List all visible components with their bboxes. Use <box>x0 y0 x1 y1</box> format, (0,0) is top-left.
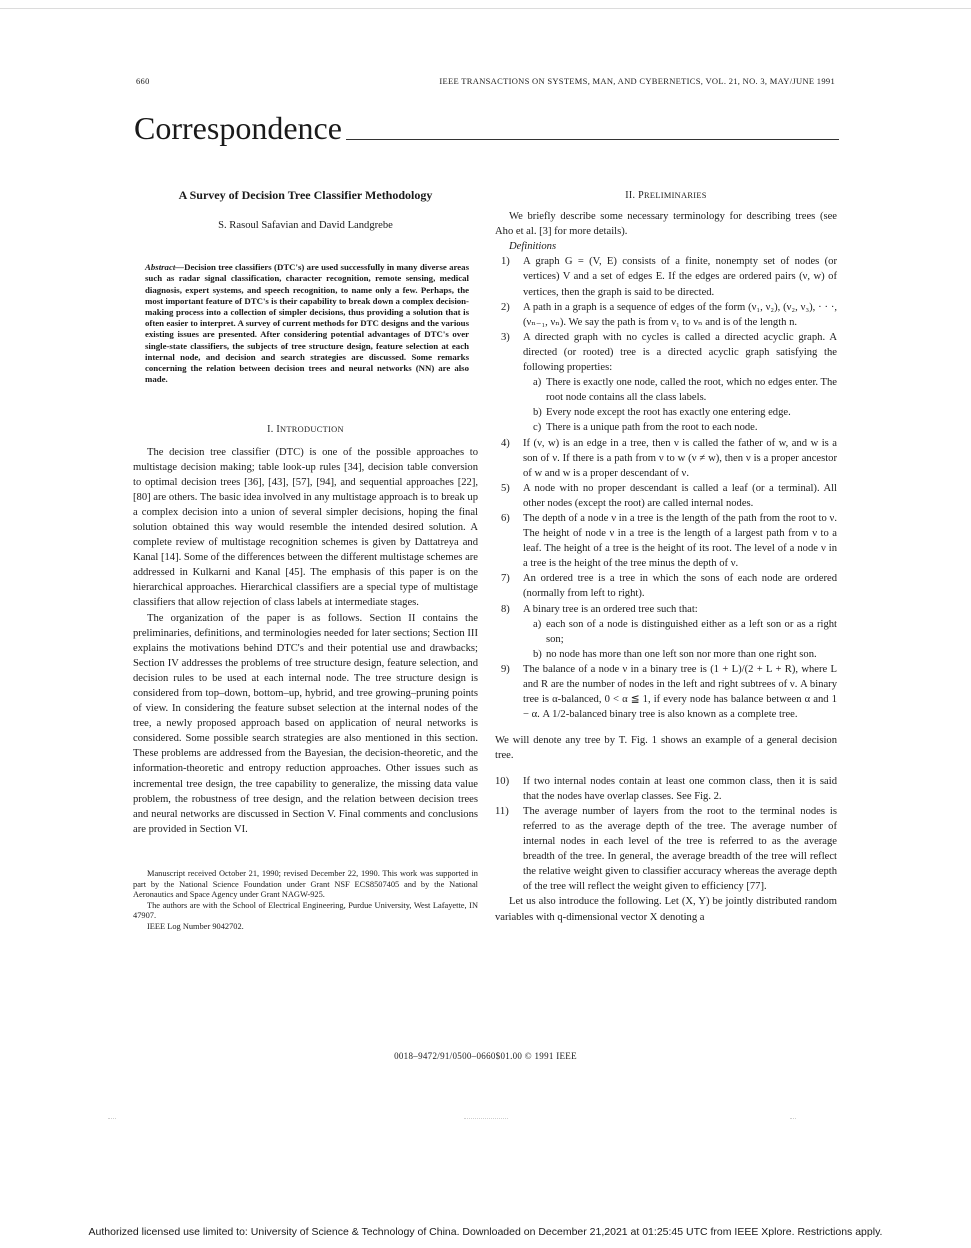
prelim-heading-rest: RELIMINARIES <box>644 191 707 200</box>
bleed-mark <box>108 1118 116 1119</box>
sub-definition-item <box>523 420 837 435</box>
definition-text: A node with no proper descendant is called a leaf (or a terminal). All other nodes (except the root) are called internal nodes. <box>523 482 837 509</box>
sub-definition-text: each son of a node is distinguished either as a left son or as a right son; <box>546 618 837 645</box>
definition-item <box>495 254 837 299</box>
intro-heading-rest: NTRODUCTION <box>280 425 344 435</box>
definition-item <box>495 774 837 804</box>
prelim-heading <box>495 188 837 203</box>
sub-definition-item <box>523 647 837 662</box>
definition-text: A binary tree is an ordered tree such that: <box>523 603 698 615</box>
footnote <box>133 869 478 933</box>
abstract <box>145 262 469 385</box>
definition-text: An ordered tree is a tree in which the sons of each node are ordered (normally from left to right). <box>523 573 837 600</box>
definition-text: A directed graph with no cycles is called a directed acyclic graph. A directed (or rooted) tree is a directed acyclic graph satisfying the following properties: <box>523 331 837 374</box>
bleed-mark <box>464 1118 508 1119</box>
definition-item <box>495 330 837 436</box>
definition-text: A graph G = (V, E) consists of a finite, nonempty set of nodes (or vertices) V and a set of edges E. If the edges are ordered pairs (ν, w) of vertices, then the graph is said to be directed. <box>523 256 837 298</box>
definition-text: A path in a graph is a sequence of edges of the form (ν₁, ν₂), (ν₂, ν₃), · · ·, (νₙ₋₁, νₙ). We say the path is from ν₁ to νₙ and is of the length n. <box>523 301 837 328</box>
sub-definition-letter: a) <box>533 618 542 630</box>
intro-heading <box>133 422 478 437</box>
definition-text: If (ν, w) is an edge in a tree, then ν is called the father of w, and w is a son of ν. If there is a path from ν to w (ν ≠ w), then ν is a proper ancestor of w and w is a proper descendant of ν. <box>523 437 837 479</box>
definition-number: 8) <box>501 603 510 615</box>
definition-item <box>495 436 837 481</box>
footnote-affiliation: The authors are with the School of Electrical Engineering, Purdue University, West Lafayette, IN 47907. <box>133 900 478 921</box>
definition-text: The balance of a node ν in a binary tree is (1 + L)/(2 + L + R), where L and R are the number of nodes in the left and right subtrees of ν. A binary tree is α-balanced, 0 < α ≦ 1, if every node has balance between α and 1 − α. A 1/2-balanced binary tree is also known as a complete tree. <box>523 663 837 721</box>
authorized-use-notice: Authorized licensed use limited to: University of Science & Technology of China. Downloaded on December 21,2021 at 01:25:45 UTC from IEEE Xplore. Restrictions apply. <box>88 1226 883 1238</box>
definition-item <box>495 804 837 895</box>
sub-definition-text: There is a unique path from the root to each node. <box>546 422 758 434</box>
journal-header: IEEE TRANSACTIONS ON SYSTEMS, MAN, AND CYBERNETICS, VOL. 21, NO. 3, MAY/JUNE 1991 <box>439 76 835 86</box>
paper-title: A Survey of Decision Tree Classifier Methodology <box>178 188 433 202</box>
intro-heading-initial: I <box>276 424 281 436</box>
definition-item <box>495 602 837 662</box>
sub-definition-text: Every node except the root has exactly one entering edge. <box>546 407 791 419</box>
definition-item <box>495 511 837 571</box>
left-column <box>133 188 478 933</box>
definition-number: 1) <box>501 256 510 268</box>
prelim-tree-notation: We will denote any tree by T. Fig. 1 shows an example of a general decision tree. <box>495 734 837 761</box>
definition-number: 7) <box>501 573 510 585</box>
section-heading <box>134 108 839 144</box>
footnote-log-number: IEEE Log Number 9042702. <box>147 921 244 931</box>
intro-paragraph-1: The decision tree classifier (DTC) is one of the possible approaches to multistage decision making; table look-up rules [34], decision table conversion to optimal decision trees [36], [43], [57], [94], and sequential approaches [22], [80] are others. The basic idea involved in any multistage approach is to break up a complex decision into a union of several simpler decisions, hoping the final solution obtained this way would resemble the intended desired solution. A complete review of multistage recognition schemes is given by Dattatreya and Kanal [14]. Some of the differences between the different multistage schemes are addressed in Kulkarni and Kanal [45]. The emphasis of this paper is on the hierarchical approaches. Hierarchical classifiers are a special type of multistage classifiers that allow rejection of class labels at intermediate stages. <box>133 446 478 609</box>
definition-number: 4) <box>501 437 510 449</box>
page-number: 660 <box>136 76 150 86</box>
sub-definition-letter: c) <box>533 422 542 434</box>
definitions-list <box>495 254 837 722</box>
sub-definition-letter: b) <box>533 648 542 660</box>
definition-number: 2) <box>501 301 510 313</box>
sub-definition-item <box>523 375 837 405</box>
prelim-heading-number: II. <box>625 190 639 201</box>
definition-number: 9) <box>501 663 510 675</box>
definition-number: 11) <box>495 805 509 817</box>
copyright-code: 0018–9472/91/0500–0660$01.00 © 1991 IEEE <box>394 1051 577 1061</box>
sub-definition-item <box>523 405 837 420</box>
sub-definition-item <box>523 617 837 647</box>
abstract-text: Decision tree classifiers (DTC's) are used successfully in many diverse areas such as radar signal classification, character recognition, remote sensing, medical diagnosis, expert systems, and speech recognition, to name only a few. Perhaps, the most important feature of DTC's is their capability to break down a complex decision-making process into a collection of simpler decisions, thus providing a solution that is often easier to interpret. A survey of current methods for DTC designs and the various existing issues are presented. After considering potential advantages of DTC's over single-state classifiers, the subjects of tree structure design, feature selection at each internal node, and decision and search strategies are discussed. Some remarks concerning the relation between decision trees and neural networks (NN) are also made. <box>145 262 469 385</box>
bleed-mark <box>790 1118 796 1119</box>
definition-item <box>495 571 837 601</box>
definition-item <box>495 662 837 722</box>
definition-text: The depth of a node ν in a tree is the length of the path from the root to ν. The height of node ν in a tree is the length of a largest path from ν to a leaf. The height of a tree is the height of its root. The level of a node ν in a tree is the height of the tree minus the depth of ν. <box>523 512 837 570</box>
definition-number: 6) <box>501 512 510 524</box>
sub-definitions-list <box>523 617 837 662</box>
sub-definition-text: There is exactly one node, called the root, which no edges enter. The root node contains all the class labels. <box>546 377 837 404</box>
paper-authors: S. Rasoul Safavian and David Landgrebe <box>218 220 393 232</box>
definition-item <box>495 481 837 511</box>
prelim-heading-initial: P <box>638 190 645 201</box>
footnote-manuscript: Manuscript received October 21, 1990; revised December 22, 1990. This work was supported in part by the National Science Foundation under Grant NSF ECS8507405 and by the National Aeronautics and Space Agency under Grant NAGW-925. <box>133 868 478 900</box>
definition-number: 5) <box>501 482 510 494</box>
intro-heading-number: I. <box>267 424 277 436</box>
definition-text: If two internal nodes contain at least one common class, then it is said that the nodes have overlap classes. See Fig. 2. <box>523 775 837 802</box>
section-heading-text: Correspondence <box>134 110 342 146</box>
right-column <box>495 188 837 925</box>
section-heading-rule <box>346 139 839 140</box>
definition-text: The average number of layers from the root to the terminal nodes is referred to as the average depth of the tree. The average number of internal nodes in each level of the tree is referred to as the average breadth of the tree. In general, the average breadth of the tree will reflect the relative weight given to classifier accuracy whereas the average depth of the tree will reflect the weight given to efficiency [77]. <box>523 805 837 893</box>
definition-number: 10) <box>495 775 510 787</box>
sub-definition-letter: a) <box>533 377 542 389</box>
definition-item <box>495 300 837 330</box>
sub-definitions-list <box>523 375 837 435</box>
sub-definition-text: no node has more than one left son nor more than one right son. <box>546 648 817 660</box>
prelim-intro: We briefly describe some necessary terminology for describing trees (see Aho et al. [3] for more details). <box>495 211 837 238</box>
definitions-list-continued <box>495 774 837 895</box>
top-border-line <box>0 8 971 9</box>
definitions-label: Definitions <box>509 241 557 253</box>
definition-number: 3) <box>501 331 510 343</box>
prelim-closing: Let us also introduce the following. Let (X, Y) be jointly distributed random variables with q-dimensional vector X denoting a <box>495 896 837 923</box>
intro-paragraph-2: The organization of the paper is as follows. Section II contains the preliminaries, definitions, and terminologies needed for later sections; Section III explains the motivations behind DTC's and their potential use and drawbacks; Section IV addresses the problems of tree structure design, feature selection, and decision rules to be used at each internal node. The tree structure design is considered from top–down, bottom–up, hybrid, and tree growing–pruning points of view. In considering the feature subset selection at the internal nodes of the tree, a newly proposed approach based on application of neural networks is considered. Some possible search strategies are also mentioned in this section. These problems are addressed from the Bayesian, the decision-theoretic, and the information-theoretic and entropy reduction approaches. Other issues such as incremental tree design, the tree capability to generalize, the missing data value problem, the robustness of tree design, and the relation between decision trees and neural networks are discussed in Section V. Final comments and conclusions are provided in Section VI. <box>133 612 478 835</box>
sub-definition-letter: b) <box>533 407 542 419</box>
abstract-label: Abstract— <box>145 262 185 273</box>
